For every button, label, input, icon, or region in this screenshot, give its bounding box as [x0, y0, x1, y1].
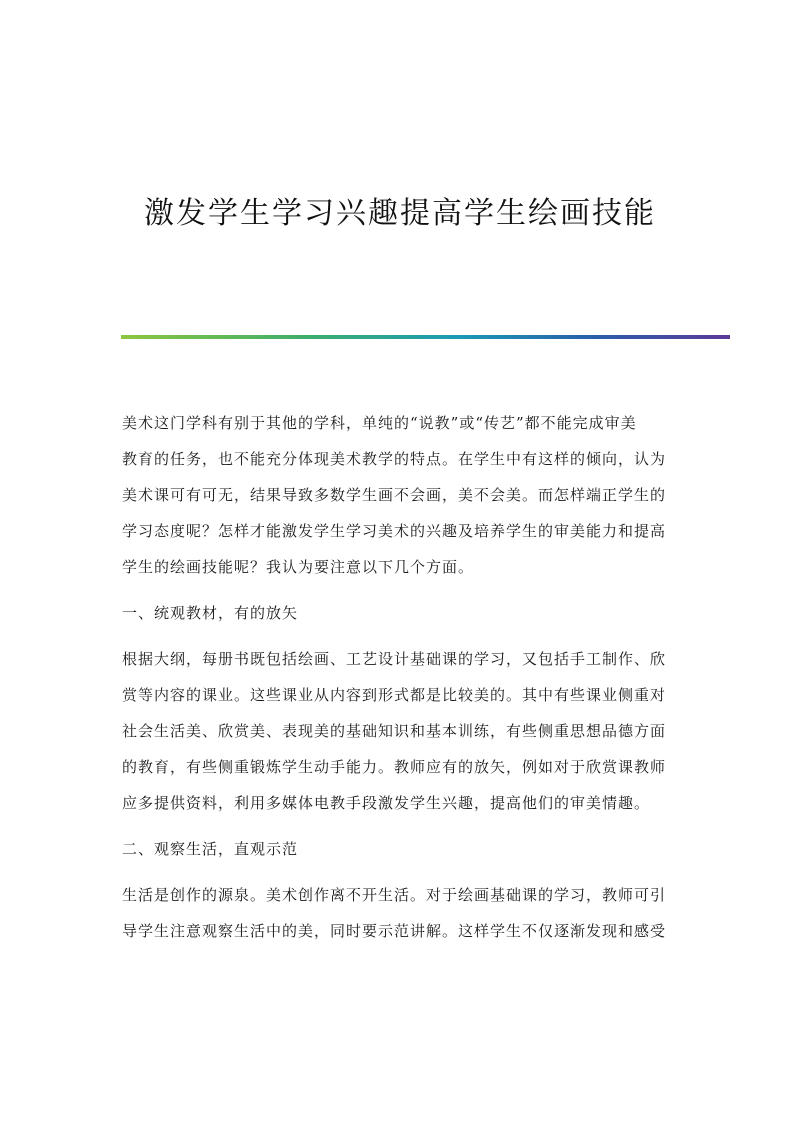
document-title: 激发学生学习兴趣提高学生绘画技能: [144, 196, 656, 231]
body-line: 美术这门学科有别于其他的学科，单纯的“说教”或“传艺”都不能完成审美: [122, 414, 637, 432]
document-body: [122, 405, 682, 949]
body-line: 学习态度呢？怎样才能激发学生学习美术的兴趣及培养学生的审美能力和提高: [122, 522, 667, 540]
body-line: 教育的任务，也不能充分体现美术教学的特点。在学生中有这样的倾向，认为: [122, 450, 667, 468]
title-divider-rule: [121, 335, 730, 339]
body-line: 应多提供资料，利用多媒体电教手段激发学生兴趣，提高他们的审美情趣。: [122, 794, 651, 812]
body-line: 导学生注意观察生活中的美，同时要示范讲解。这样学生不仅逐渐发现和感受: [122, 922, 667, 940]
paragraph-gap: [122, 867, 682, 877]
body-line: 根据大纲，每册书既包括绘画、工艺设计基础课的学习，又包括手工制作、欣: [122, 650, 667, 668]
body-line: 的教育，有些侧重锻炼学生动手能力。教师应有的放矢，例如对于欣赏课教师: [122, 758, 667, 776]
section-heading-1: 一、统观教材，有的放矢: [122, 604, 299, 622]
body-line: 美术课可有可无，结果导致多数学生画不会画，美不会美。而怎样端正学生的: [122, 486, 667, 504]
paragraph-gap: [122, 585, 682, 595]
paragraph-gap: [122, 631, 682, 641]
section-heading-2: 二、观察生活，直观示范: [122, 840, 299, 858]
paragraph-gap: [122, 821, 682, 831]
body-line: 赏等内容的课业。这些课业从内容到形式都是比较美的。其中有些课业侧重对: [122, 686, 667, 704]
body-line: 生活是创作的源泉。美术创作离不开生活。对于绘画基础课的学习，教师可引: [122, 886, 667, 904]
body-line: 社会生活美、欣赏美、表现美的基础知识和基本训练，有些侧重思想品德方面: [122, 722, 667, 740]
body-line: 学生的绘画技能呢？我认为要注意以下几个方面。: [122, 558, 475, 576]
